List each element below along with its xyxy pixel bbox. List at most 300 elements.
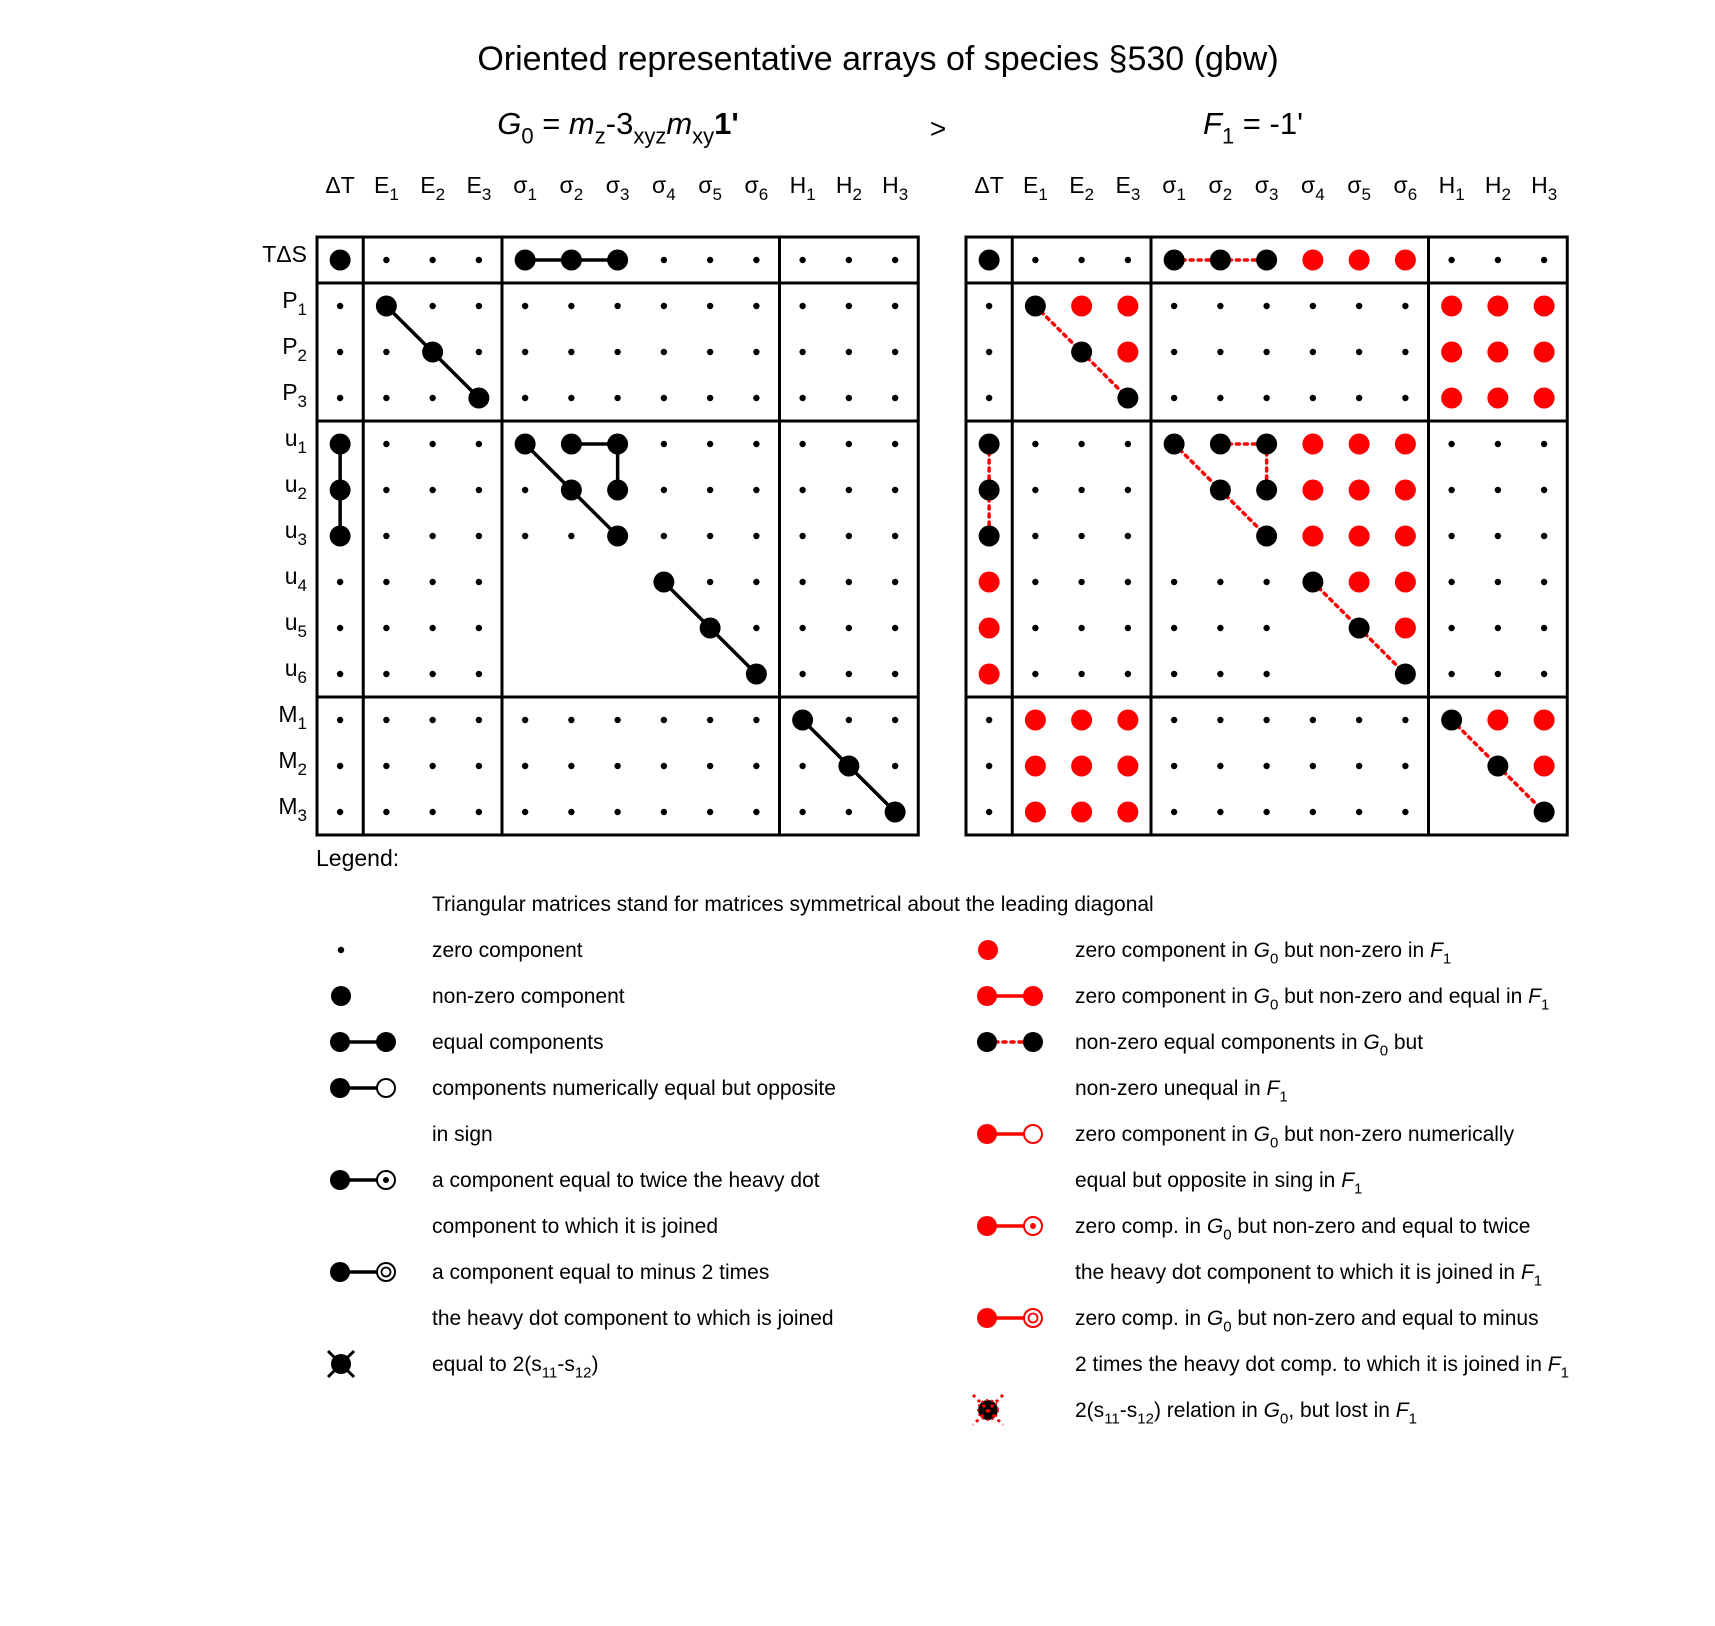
left-array-zero-dot	[429, 763, 435, 769]
right-array-nonzero-dot	[1256, 250, 1277, 271]
row-header-P1-run: 1	[297, 299, 307, 319]
right-array-zero-dot	[1402, 717, 1408, 723]
left-array-zero-dot	[522, 303, 528, 309]
left-array-zero-dot	[337, 763, 343, 769]
legend-right-text-run: non-zero unequal in	[1075, 1077, 1267, 1100]
right-array-nonzero-dot	[1441, 710, 1462, 731]
col-header-H1-run: 1	[1455, 184, 1465, 204]
legend-right-text	[1075, 1353, 1569, 1381]
right-array-zero-dot	[1402, 303, 1408, 309]
col-header-H1	[790, 172, 816, 204]
right-array-nonzero-dot	[1117, 388, 1138, 409]
left-group-label-run: =	[533, 106, 569, 141]
legend-right-text-run: F	[1266, 1077, 1280, 1100]
right-array-new-nonzero-dot	[979, 618, 1000, 639]
left-array	[262, 172, 918, 835]
left-array-zero-dot	[476, 487, 482, 493]
legend-left-text-run: 11	[541, 1364, 558, 1382]
legend-left-text-run: a component equal to twice the heavy dot	[432, 1169, 820, 1192]
row-header-u5-run: u	[284, 609, 298, 635]
right-group-formula	[1203, 106, 1303, 148]
legend-right-text	[1075, 1307, 1539, 1335]
right-array-nonzero-dot	[1302, 572, 1323, 593]
left-array-zero-dot	[846, 625, 852, 631]
col-header-E3-run: 3	[1130, 184, 1141, 204]
right-array-new-nonzero-dot	[1025, 710, 1046, 731]
left-array-zero-dot	[614, 395, 620, 401]
left-array-zero-dot	[429, 717, 435, 723]
col-header-E3	[1115, 172, 1140, 204]
legend-right-text-run: 0	[1280, 1410, 1289, 1428]
left-array-zero-dot	[383, 579, 389, 585]
right-array-zero-dot	[1171, 625, 1177, 631]
col-header-σ2-run: σ	[1208, 172, 1223, 198]
col-header-σ1	[1162, 172, 1186, 204]
left-array-zero-dot	[753, 349, 759, 355]
row-header-u2-run: u	[284, 471, 298, 497]
col-header-E3-run: E	[1115, 172, 1131, 198]
col-header-σ5-run: 5	[1361, 184, 1371, 204]
left-array-zero-dot	[753, 625, 759, 631]
right-array-zero-dot	[986, 349, 992, 355]
left-array-zero-dot	[383, 533, 389, 539]
left-array-zero-dot	[429, 395, 435, 401]
legend-symbol-lost-equal-link	[977, 1032, 1043, 1052]
right-array-zero-dot	[1032, 487, 1038, 493]
right-array-zero-dot	[1541, 441, 1547, 447]
right-array-new-nonzero-dot	[1441, 388, 1462, 409]
legend	[316, 845, 1569, 1427]
col-header-H3	[882, 172, 908, 204]
legend-right-text-run: 1	[1354, 1180, 1363, 1198]
col-header-H1	[1439, 172, 1465, 204]
legend-right-text-run: F	[1528, 985, 1541, 1008]
left-array-zero-dot	[799, 257, 805, 263]
right-array-zero-dot	[1495, 579, 1501, 585]
row-header-u2	[285, 471, 307, 503]
left-array-zero-dot	[846, 303, 852, 309]
left-array-zero-dot	[707, 441, 713, 447]
left-array-zero-dot	[753, 717, 759, 723]
col-header-E3-run: E	[466, 172, 482, 198]
left-array-zero-dot	[383, 717, 389, 723]
left-group-label-run: z	[594, 123, 606, 149]
right-array-zero-dot	[1217, 809, 1223, 815]
legend-right-text-run: zero component in	[1075, 1123, 1254, 1146]
legend-left-text-run: in sign	[432, 1123, 493, 1146]
legend-right-text-run: zero component in	[1075, 985, 1254, 1008]
right-array-nonzero-dot	[979, 526, 1000, 547]
left-array-zero-dot	[846, 349, 852, 355]
row-header-u3-run: u	[284, 517, 298, 543]
col-header-E2-run: E	[420, 172, 436, 198]
left-array-zero-dot	[846, 395, 852, 401]
right-array-zero-dot	[1402, 809, 1408, 815]
left-array-zero-dot	[568, 809, 574, 815]
col-header-E2-run: E	[1069, 172, 1085, 198]
col-header-σ1-run: 1	[1176, 184, 1186, 204]
col-header-σ6-run: 6	[758, 184, 769, 204]
right-group-label	[1203, 106, 1303, 148]
right-array-zero-dot	[1310, 809, 1316, 815]
left-array-zero-dot	[429, 625, 435, 631]
right-array-zero-dot	[1078, 671, 1084, 677]
col-header-E1-run: 1	[389, 184, 399, 204]
legend-left-text-run: non-zero component	[432, 985, 625, 1008]
col-header-σ5-run: σ	[1347, 172, 1362, 198]
right-array-zero-dot	[1448, 441, 1454, 447]
left-array-zero-dot	[661, 809, 667, 815]
col-header-σ4-run: σ	[1301, 172, 1316, 198]
right-array-zero-dot	[1541, 671, 1547, 677]
left-array-zero-dot	[892, 441, 898, 447]
right-array-zero-dot	[1217, 395, 1223, 401]
legend-heavy-dot	[1023, 986, 1043, 1006]
right-array-zero-dot	[1217, 579, 1223, 585]
left-array-zero-dot	[799, 579, 805, 585]
right-array-zero-dot	[1263, 303, 1269, 309]
right-array-new-nonzero-dot	[1117, 710, 1138, 731]
col-header-H2-run: 2	[1501, 184, 1511, 204]
right-array-zero-dot	[1356, 809, 1362, 815]
right-array-zero-dot	[1495, 671, 1501, 677]
right-array-new-nonzero-dot	[1534, 710, 1555, 731]
left-array-zero-dot	[661, 487, 667, 493]
row-header-M2	[278, 747, 307, 779]
left-array-nonzero-dot	[700, 618, 721, 639]
legend-symbol-red-equal-link	[977, 986, 1043, 1006]
col-header-σ4-run: σ	[652, 172, 667, 198]
col-header-σ6-run: 6	[1407, 184, 1418, 204]
right-array-new-nonzero-dot	[1395, 572, 1416, 593]
right-array-nonzero-dot	[1395, 664, 1416, 685]
right-array-zero-dot	[1448, 487, 1454, 493]
left-array-zero-dot	[337, 809, 343, 815]
right-array-zero-dot	[1541, 579, 1547, 585]
right-array-new-nonzero-dot	[1349, 526, 1370, 547]
left-array-zero-dot	[522, 487, 528, 493]
legend-symbol-red-twice-link	[977, 1216, 1042, 1236]
col-header-σ1-run: 1	[527, 184, 537, 204]
row-header-TΔS	[262, 241, 307, 267]
legend-small-dot	[338, 947, 344, 953]
right-array-new-nonzero-dot	[1025, 756, 1046, 777]
right-array-nonzero-dot	[1534, 802, 1555, 823]
col-header-σ4	[1301, 172, 1325, 204]
left-array-zero-dot	[707, 257, 713, 263]
left-array-zero-dot	[753, 579, 759, 585]
right-array-nonzero-dot	[1256, 434, 1277, 455]
right-array-new-nonzero-dot	[1441, 296, 1462, 317]
left-array-zero-dot	[892, 763, 898, 769]
right-array-zero-dot	[1356, 763, 1362, 769]
row-header-u3	[285, 517, 307, 549]
right-array-zero-dot	[1495, 441, 1501, 447]
legend-right-text-run: G	[1253, 1123, 1270, 1146]
right-array-nonzero-dot	[1256, 480, 1277, 501]
left-array-zero-dot	[476, 625, 482, 631]
row-header-M3-run: M	[278, 793, 298, 819]
legend-left-text	[432, 1215, 718, 1238]
legend-right-text-run: F	[1395, 1399, 1409, 1422]
col-header-E2	[1069, 172, 1094, 204]
col-header-H3-run: 3	[898, 184, 909, 204]
legend-heavy-dot	[330, 1032, 350, 1052]
right-array-zero-dot	[1310, 763, 1316, 769]
row-header-P3-run: P	[282, 379, 298, 405]
right-array-zero-dot	[1402, 763, 1408, 769]
left-array-nonzero-dot	[468, 388, 489, 409]
left-group-label-run: m	[568, 106, 595, 141]
legend-right-text-run: , but lost in	[1288, 1399, 1396, 1422]
left-group-label-run: 0	[521, 123, 534, 149]
left-array-zero-dot	[476, 441, 482, 447]
col-header-E1	[374, 172, 399, 204]
row-header-P2-run: 2	[297, 345, 307, 365]
right-array-zero-dot	[1310, 303, 1316, 309]
left-array-zero-dot	[614, 717, 620, 723]
col-header-E1	[1023, 172, 1048, 204]
left-array-zero-dot	[429, 533, 435, 539]
col-header-σ1-run: σ	[513, 172, 528, 198]
legend-right-text	[1075, 939, 1451, 967]
col-header-σ5-run: 5	[712, 184, 722, 204]
col-header-E3	[466, 172, 491, 204]
col-header-σ6	[745, 172, 769, 204]
legend-right-text	[1075, 1169, 1362, 1197]
right-array-zero-dot	[1541, 533, 1547, 539]
col-header-σ2-run: 2	[1222, 184, 1233, 204]
legend-right-text-run: G	[1363, 1031, 1380, 1054]
col-header-H3-run: 3	[1547, 184, 1558, 204]
right-array-zero-dot	[1263, 763, 1269, 769]
right-array-nonzero-dot	[1164, 434, 1185, 455]
legend-right-text-run: -s	[1119, 1399, 1138, 1422]
left-array-nonzero-dot	[838, 756, 859, 777]
legend-right-text	[1075, 985, 1549, 1013]
right-array-zero-dot	[1448, 533, 1454, 539]
legend-left-text	[432, 1169, 820, 1192]
left-group-label-run: -3	[605, 106, 634, 141]
right-array-zero-dot	[986, 717, 992, 723]
left-array-zero-dot	[383, 671, 389, 677]
left-array-zero-dot	[799, 395, 805, 401]
legend-right-text-run: non-zero equal components in	[1075, 1031, 1364, 1054]
left-array-zero-dot	[799, 625, 805, 631]
legend-right-text-run: 2 times the heavy dot comp. to which it is joined in	[1075, 1353, 1548, 1376]
col-header-σ3-run: 3	[619, 184, 630, 204]
legend-left-text-run: 12	[574, 1364, 592, 1382]
left-array-nonzero-dot	[330, 526, 351, 547]
right-array-new-nonzero-dot	[1071, 756, 1092, 777]
left-array-zero-dot	[846, 717, 852, 723]
legend-left-text	[432, 1123, 493, 1146]
right-array-zero-dot	[1171, 579, 1177, 585]
left-array-zero-dot	[753, 441, 759, 447]
legend-open-dot	[377, 1079, 395, 1097]
right-array-zero-dot	[1171, 303, 1177, 309]
col-header-H1-run: H	[1438, 172, 1456, 198]
right-array-zero-dot	[1217, 303, 1223, 309]
left-array-zero-dot	[661, 303, 667, 309]
legend-right-text-run: ) relation in	[1153, 1399, 1264, 1422]
legend-right-text-run: 1	[1540, 996, 1550, 1014]
left-array-zero-dot	[892, 303, 898, 309]
legend-right-text	[1075, 1123, 1515, 1151]
legend-center-dot	[1030, 1223, 1036, 1229]
left-array-zero-dot	[892, 257, 898, 263]
right-array-new-nonzero-dot	[1534, 342, 1555, 363]
left-array-zero-dot	[799, 671, 805, 677]
row-header-P3	[282, 379, 307, 411]
col-header-H1-run: 1	[806, 184, 816, 204]
left-array-zero-dot	[383, 441, 389, 447]
legend-heavy-dot	[977, 1216, 997, 1236]
legend-right-text	[1075, 1031, 1423, 1059]
right-array-nonzero-dot	[1256, 526, 1277, 547]
legend-right-text-run: 1	[1408, 1410, 1417, 1428]
row-header-u6-run: 6	[297, 667, 307, 687]
left-array-zero-dot	[383, 625, 389, 631]
right-array-nonzero-dot	[1071, 342, 1092, 363]
legend-symbol-red-minus-two-link	[977, 1308, 1042, 1328]
right-array-new-nonzero-dot	[1395, 250, 1416, 271]
right-array-zero-dot	[986, 395, 992, 401]
row-header-P2-run: P	[282, 333, 298, 359]
left-array-zero-dot	[753, 533, 759, 539]
left-array-zero-dot	[892, 533, 898, 539]
col-header-σ1	[513, 172, 537, 204]
col-header-σ6	[1394, 172, 1418, 204]
legend-right-text-run: 0	[1379, 1042, 1389, 1060]
left-group-label-run: G	[497, 106, 522, 141]
right-array-new-nonzero-dot	[1487, 342, 1508, 363]
left-array-zero-dot	[892, 395, 898, 401]
col-header-σ4	[652, 172, 676, 204]
right-array-nonzero-dot	[1349, 618, 1370, 639]
left-array-zero-dot	[337, 671, 343, 677]
right-array-zero-dot	[1495, 257, 1501, 263]
left-array-zero-dot	[568, 349, 574, 355]
left-array-zero-dot	[846, 257, 852, 263]
right-array-new-nonzero-dot	[1302, 250, 1323, 271]
legend-right-text-run: G	[1253, 939, 1270, 962]
right-group-label-run: = -1'	[1234, 106, 1303, 141]
left-array-zero-dot	[707, 717, 713, 723]
left-array-nonzero-dot	[515, 434, 536, 455]
right-array-zero-dot	[1171, 671, 1177, 677]
left-array-zero-dot	[799, 487, 805, 493]
row-header-P2	[282, 333, 307, 365]
right-array-new-nonzero-dot	[1302, 480, 1323, 501]
row-header-u4	[285, 563, 307, 595]
right-array-zero-dot	[1078, 441, 1084, 447]
left-group-label-run: xy	[692, 123, 715, 149]
right-array-zero-dot	[1263, 671, 1269, 677]
legend-symbol-twice-link	[330, 1170, 395, 1190]
left-array-zero-dot	[892, 487, 898, 493]
legend-right-text-run: G	[1263, 1399, 1281, 1422]
left-array-zero-dot	[799, 349, 805, 355]
left-array-zero-dot	[476, 763, 482, 769]
legend-open-dot	[1024, 1309, 1042, 1327]
left-array-zero-dot	[661, 257, 667, 263]
right-array-new-nonzero-dot	[1349, 572, 1370, 593]
legend-right-text	[1075, 1077, 1288, 1105]
legend-right-text-run: zero component in	[1075, 939, 1254, 962]
left-array-nonzero-dot	[561, 480, 582, 501]
right-array-zero-dot	[1217, 625, 1223, 631]
left-array-zero-dot	[337, 625, 343, 631]
left-array-zero-dot	[614, 809, 620, 815]
left-array-nonzero-dot	[653, 572, 674, 593]
col-header-σ3	[606, 172, 630, 204]
left-group-label-run: m	[666, 106, 693, 141]
right-array-zero-dot	[1125, 671, 1131, 677]
right-array-new-nonzero-dot	[1395, 434, 1416, 455]
right-array-nonzero-dot	[1164, 250, 1185, 271]
legend-left-text-run: equal components	[432, 1031, 604, 1054]
row-header-u1	[285, 425, 307, 457]
row-header-M2-run: M	[278, 747, 298, 773]
legend-symbol-equal-link	[330, 1032, 396, 1052]
left-array-zero-dot	[429, 441, 435, 447]
left-array-zero-dot	[661, 349, 667, 355]
legend-right-text-run: G	[1253, 985, 1270, 1008]
legend-right-text-run: but non-zero numerically	[1278, 1123, 1515, 1146]
right-array-zero-dot	[1125, 487, 1131, 493]
col-header-σ1-run: σ	[1162, 172, 1177, 198]
legend-heavy-dot	[977, 1308, 997, 1328]
left-array-zero-dot	[476, 303, 482, 309]
legend-left-text-run: the heavy dot component to which is joined	[432, 1307, 834, 1330]
left-array-zero-dot	[753, 303, 759, 309]
left-group-label-run: 1'	[714, 106, 739, 141]
right-array-new-nonzero-dot	[1534, 756, 1555, 777]
left-array-zero-dot	[892, 671, 898, 677]
left-array-zero-dot	[753, 809, 759, 815]
col-header-H3	[1531, 172, 1557, 204]
col-header-σ3	[1255, 172, 1279, 204]
legend-right-text-run: 1	[1442, 950, 1452, 968]
row-header-P1	[282, 287, 307, 319]
legend-right-text-run: 0	[1223, 1226, 1232, 1244]
right-group-label-run: 1	[1221, 123, 1235, 149]
right-array-zero-dot	[986, 809, 992, 815]
right-array-zero-dot	[1032, 671, 1038, 677]
right-array-nonzero-dot	[1210, 250, 1231, 271]
legend-right-text-run: zero comp. in	[1075, 1307, 1207, 1330]
left-array-zero-dot	[753, 487, 759, 493]
left-array-zero-dot	[522, 395, 528, 401]
legend-right-text	[1075, 1399, 1417, 1427]
col-header-σ3-run: σ	[605, 172, 620, 198]
left-array-zero-dot	[707, 303, 713, 309]
left-array-zero-dot	[429, 257, 435, 263]
left-array-zero-dot	[337, 349, 343, 355]
legend-heading: Legend:	[316, 845, 400, 871]
right-array-zero-dot	[1032, 579, 1038, 585]
legend-right-text-run: F	[1547, 1353, 1561, 1376]
legend-symbol-minus-two-link	[330, 1262, 395, 1282]
right-array-zero-dot	[1310, 717, 1316, 723]
left-array-zero-dot	[661, 533, 667, 539]
legend-right-text-run: F	[1430, 939, 1443, 962]
right-array-zero-dot	[1217, 349, 1223, 355]
right-array-zero-dot	[1448, 579, 1454, 585]
col-header-ΔT-run: ΔT	[325, 172, 355, 198]
row-header-P1-run: P	[282, 287, 298, 313]
